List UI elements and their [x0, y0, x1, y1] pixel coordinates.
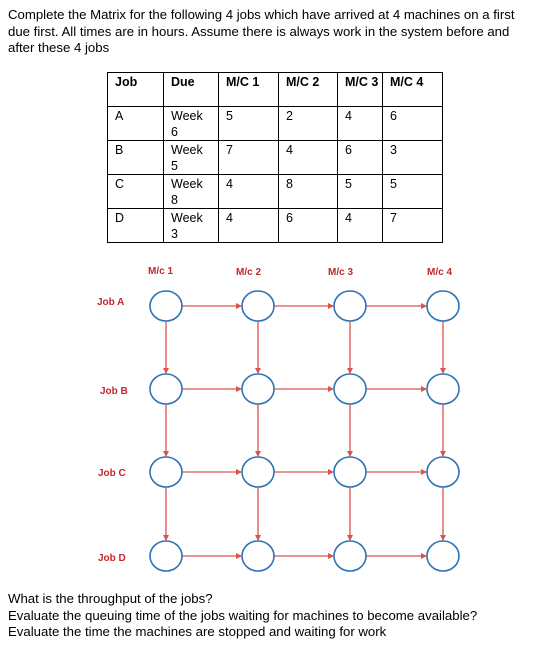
- header-mc3: M/C 3: [338, 73, 383, 107]
- header-mc1: M/C 1: [219, 73, 279, 107]
- machine-label-2: M/c 2: [236, 267, 262, 278]
- node-job-d-mc4: [427, 541, 459, 571]
- node-job-b-mc3: [334, 374, 366, 404]
- intro-text: Complete the Matrix for the following 4 jobs which have arrived at 4 machines on a first due first. All times are in hours. Assume there is always work in the system before and after these 4 jobs: [8, 7, 515, 55]
- header-job: Job: [108, 73, 164, 107]
- job-label-c: Job C: [98, 468, 126, 479]
- node-job-d-mc3: [334, 541, 366, 571]
- node-job-c-mc4: [427, 457, 459, 487]
- cell-job: D: [108, 209, 164, 243]
- cell-mc4: 6: [383, 107, 443, 141]
- due-text: Week 8: [171, 177, 203, 207]
- node-job-c-mc2: [242, 457, 274, 487]
- header-due: Due: [164, 73, 219, 107]
- job-labels: [97, 297, 128, 564]
- cell-job: C: [108, 175, 164, 209]
- network-arrows: [166, 306, 443, 556]
- node-job-d-mc1: [150, 541, 182, 571]
- node-job-b-mc2: [242, 374, 274, 404]
- question-machine-idle-time: Evaluate the time the machines are stopped and waiting for work: [8, 624, 387, 639]
- job-label-a: Job A: [97, 297, 125, 308]
- questions: [8, 591, 538, 641]
- cell-mc4: 3: [383, 141, 443, 175]
- cell-mc3: 5: [338, 175, 383, 209]
- cell-mc1: 4: [219, 209, 279, 243]
- node-job-a-mc2: [242, 291, 274, 321]
- cell-mc1: 5: [219, 107, 279, 141]
- due-text: Week 5: [171, 143, 203, 173]
- cell-mc1: 7: [219, 141, 279, 175]
- cell-mc2: 8: [279, 175, 338, 209]
- cell-mc4: 5: [383, 175, 443, 209]
- cell-mc3: 4: [338, 107, 383, 141]
- node-job-a-mc4: [427, 291, 459, 321]
- machine-labels: [148, 266, 452, 278]
- node-job-c-mc3: [334, 457, 366, 487]
- cell-mc3: 4: [338, 209, 383, 243]
- job-label-d: Job D: [98, 553, 126, 564]
- node-job-b-mc4: [427, 374, 459, 404]
- cell-mc2: 2: [279, 107, 338, 141]
- cell-mc1: 4: [219, 175, 279, 209]
- machine-label-3: M/c 3: [328, 267, 354, 278]
- header-mc2: M/C 2: [279, 73, 338, 107]
- header-mc4: M/C 4: [383, 73, 443, 107]
- node-job-a-mc1: [150, 291, 182, 321]
- cell-mc2: 4: [279, 141, 338, 175]
- node-job-c-mc1: [150, 457, 182, 487]
- network-nodes: [150, 291, 459, 571]
- machine-label-4: M/c 4: [427, 267, 453, 278]
- machine-label-1: M/c 1: [148, 266, 174, 277]
- node-job-d-mc2: [242, 541, 274, 571]
- cell-mc2: 6: [279, 209, 338, 243]
- node-job-b-mc1: [150, 374, 182, 404]
- node-job-a-mc3: [334, 291, 366, 321]
- cell-job: B: [108, 141, 164, 175]
- question-throughput: What is the throughput of the jobs?: [8, 591, 213, 606]
- due-text: Week 3: [171, 211, 203, 241]
- cell-job: A: [108, 107, 164, 141]
- due-text: Week 6: [171, 109, 203, 139]
- job-label-b: Job B: [100, 386, 128, 397]
- cell-mc3: 6: [338, 141, 383, 175]
- cell-mc4: 7: [383, 209, 443, 243]
- question-queuing-time: Evaluate the queuing time of the jobs waiting for machines to become available?: [8, 607, 478, 623]
